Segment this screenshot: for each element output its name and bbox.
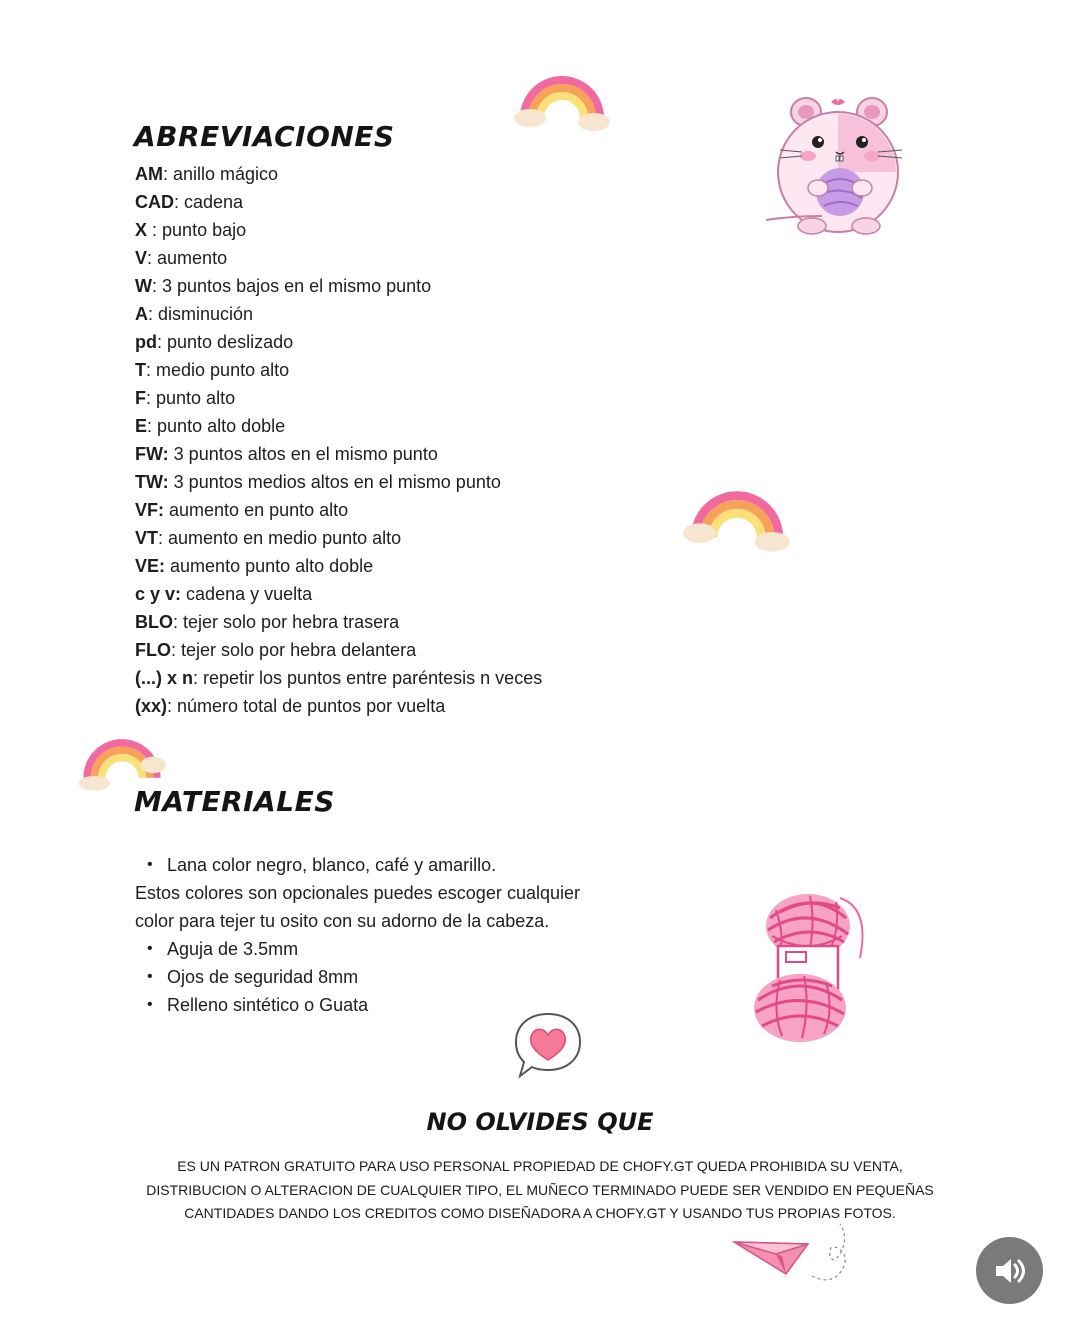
- rainbow-icon: [76, 733, 168, 795]
- sound-button[interactable]: [976, 1237, 1043, 1304]
- heart-bubble-icon: [512, 1010, 584, 1080]
- abbreviation-item: TW: 3 puntos medios altos en el mismo punto: [135, 472, 501, 492]
- no-olvides-title: NO OLVIDES QUE: [426, 1108, 654, 1136]
- abbreviation-item: c y v: cadena y vuelta: [135, 584, 313, 604]
- abbreviation-item: FLO: tejer solo por hebra delantera: [135, 640, 417, 660]
- abbreviation-item: V: aumento: [135, 248, 228, 268]
- yarn-ball-icon: [750, 888, 875, 1048]
- abbreviation-item: CAD: cadena: [135, 192, 244, 212]
- abbreviation-item: VF: aumento en punto alto: [135, 500, 349, 520]
- speaker-icon: [993, 1256, 1027, 1286]
- abbreviation-item: W: 3 puntos bajos en el mismo punto: [135, 276, 432, 296]
- abbreviation-item: VE: aumento punto alto doble: [135, 556, 374, 576]
- abbreviation-item: E: punto alto doble: [135, 416, 286, 436]
- material-item: • Ojos de seguridad 8mm: [135, 963, 580, 991]
- abbreviation-item: BLO: tejer solo por hebra trasera: [135, 612, 400, 632]
- abbreviation-item: F: punto alto: [135, 388, 236, 408]
- material-item: • Aguja de 3.5mm: [135, 935, 580, 963]
- abbreviation-item: X : punto bajo: [135, 220, 247, 240]
- abbreviation-item: FW: 3 puntos altos en el mismo punto: [135, 444, 438, 464]
- materiales-title: MATERIALES: [134, 785, 335, 818]
- material-item: • Relleno sintético o Guata: [135, 991, 580, 1019]
- hamster-icon: [762, 92, 912, 240]
- abbreviation-item: (xx): número total de puntos por vuelta: [135, 696, 446, 716]
- abbreviation-item: AM: anillo mágico: [135, 164, 279, 184]
- abbreviation-item: pd: punto deslizado: [135, 332, 294, 352]
- materials-list: [135, 851, 580, 1019]
- rainbow-icon: [512, 72, 612, 134]
- copyright-notice: ES UN PATRON GRATUITO PARA USO PERSONAL PROPIEDAD DE CHOFY.GT QUEDA PROHIBIDA SU VENTA, DISTRIBUCION O ALTERACION DE CUALQUIER TIPO, EL MUÑECO TERMINADO PUEDE SER VENDIDO EN PEQUEÑAS CANTIDADES DANDO LOS CREDITOS COMO DISEÑADORA A CHOFY.GT Y USANDO TUS PROPIAS FOTOS.: [146, 1158, 934, 1221]
- abbreviation-list: [135, 160, 542, 720]
- materials-note: Estos colores son opcionales puedes escoger cualquier color para tejer tu osito con su adorno de la cabeza.: [135, 883, 580, 931]
- abbreviation-item: A: disminución: [135, 304, 254, 324]
- material-item: • Lana color negro, blanco, café y amarillo.: [135, 851, 580, 879]
- abbreviation-item: T: medio punto alto: [135, 360, 290, 380]
- paper-plane-icon: [732, 1222, 857, 1284]
- abbreviation-item: (...) x n: repetir los puntos entre paréntesis n veces: [135, 668, 543, 688]
- abreviaciones-title: ABREVIACIONES: [134, 120, 395, 153]
- abbreviation-item: VT: aumento en medio punto alto: [135, 528, 402, 548]
- rainbow-icon: [682, 485, 792, 557]
